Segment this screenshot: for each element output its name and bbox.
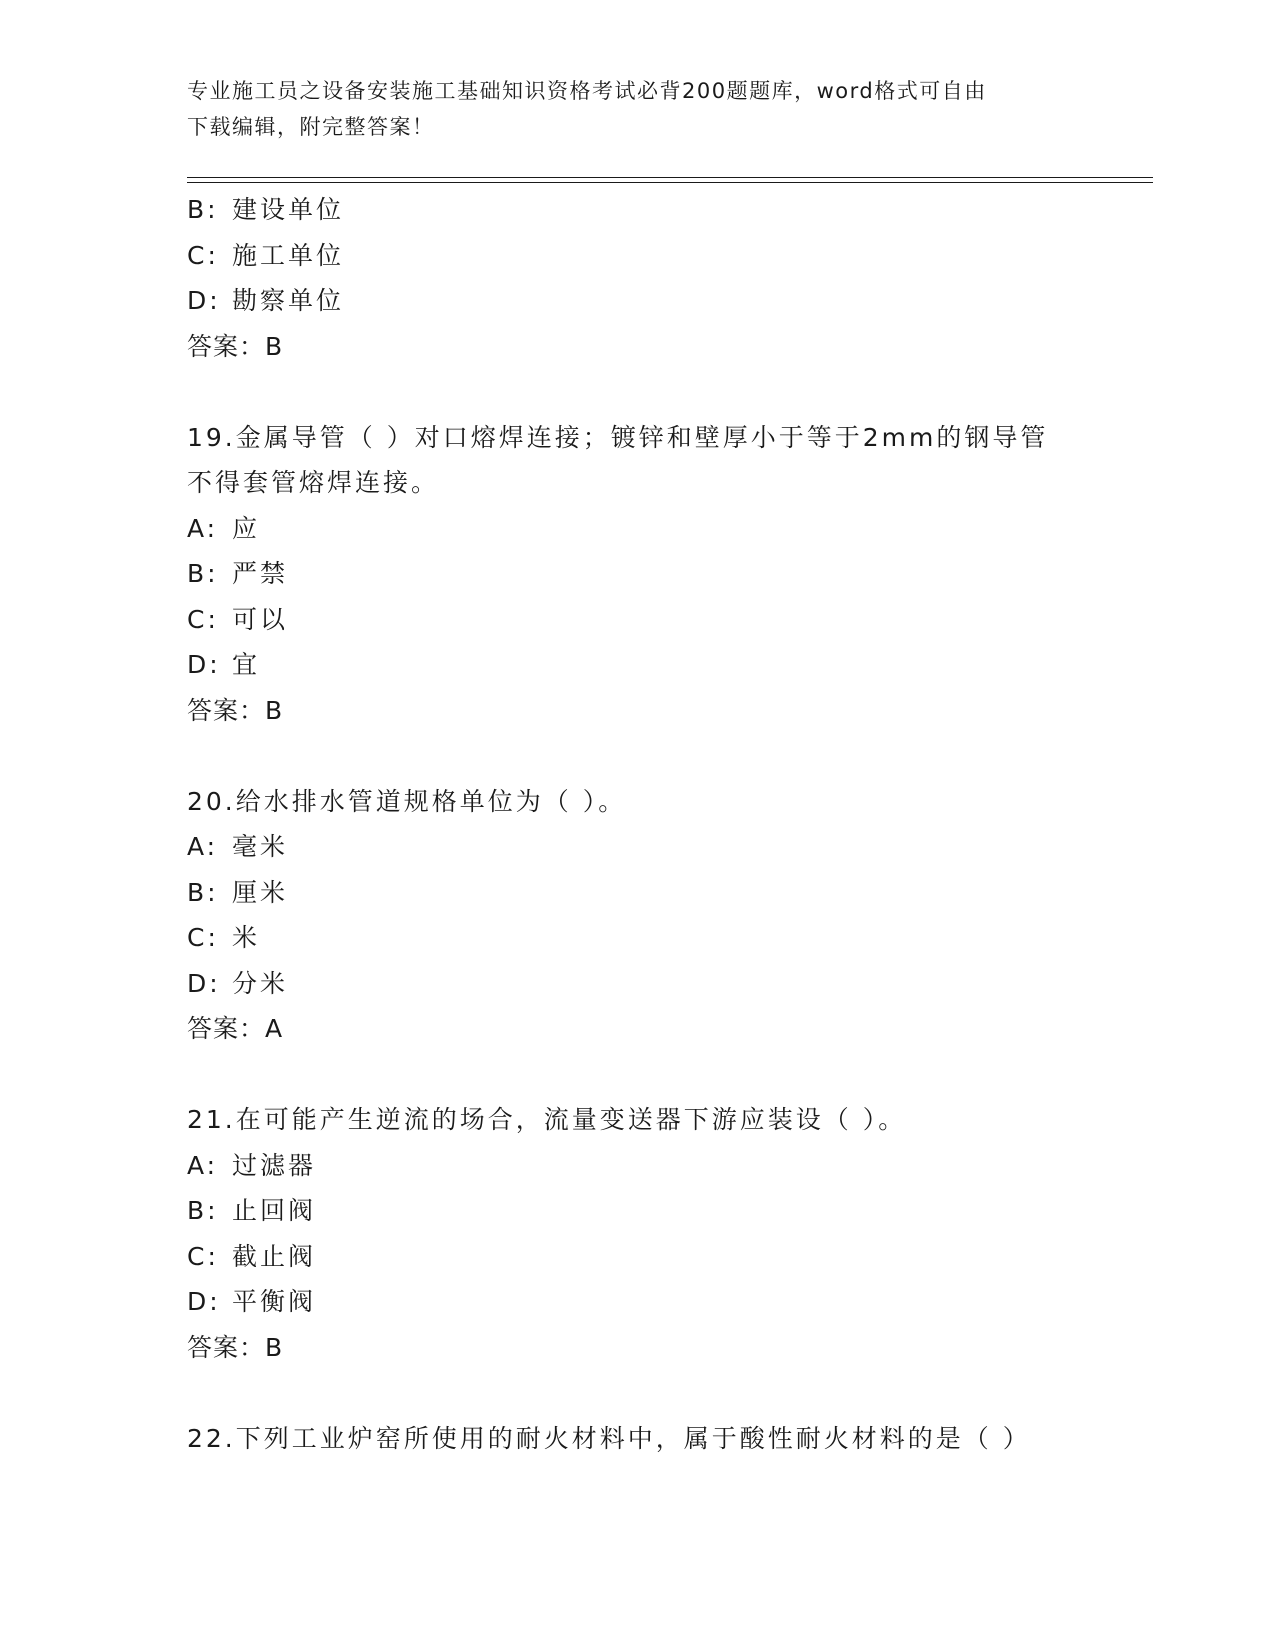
option-text: 分米 <box>232 968 289 998</box>
answer-line: 答案：A <box>187 1014 284 1043</box>
option-text: 应 <box>232 513 261 543</box>
option-a <box>187 1143 1087 1189</box>
option-text: 宜 <box>232 650 261 679</box>
spacer <box>187 1052 1087 1098</box>
question-19 <box>187 415 1087 734</box>
option-label: C: <box>187 1241 219 1271</box>
answer-line: 答案：B <box>187 1332 284 1362</box>
option-label: D: <box>187 1287 221 1316</box>
option-c <box>187 233 1087 279</box>
option-c <box>187 915 1087 961</box>
question-stem-continued: 不得套管熔焊连接。 <box>187 468 440 497</box>
option-text: 严禁 <box>232 559 289 588</box>
header-title-line-2: 下载编辑，附完整答案！ <box>187 115 435 139</box>
prev-question-options <box>187 187 1087 369</box>
option-a <box>187 824 1087 870</box>
document-header <box>187 73 1067 145</box>
answer-line: 答案：B <box>187 695 284 725</box>
option-label: B: <box>187 1196 219 1225</box>
option-label: C: <box>187 604 219 634</box>
option-label: C: <box>187 923 219 952</box>
option-text: 建设单位 <box>232 195 345 224</box>
question-stem: 22.下列工业炉窑所使用的耐火材料中，属于酸性耐火材料的是（ ） <box>187 1423 1031 1453</box>
option-text: 勘察单位 <box>232 286 345 315</box>
option-b <box>187 551 1087 597</box>
option-label: B: <box>187 877 219 907</box>
header-title-line-1: 专业施工员之设备安装施工基础知识资格考试必背200题题库，word格式可自由 <box>187 79 987 103</box>
option-c <box>187 597 1087 643</box>
option-text: 米 <box>232 923 261 952</box>
option-b <box>187 870 1087 916</box>
spacer <box>187 1370 1087 1416</box>
spacer <box>187 369 1087 415</box>
spacer <box>187 733 1087 779</box>
option-text: 过滤器 <box>232 1150 317 1180</box>
option-label: A: <box>187 1150 219 1180</box>
option-text: 施工单位 <box>232 240 345 270</box>
option-text: 厘米 <box>232 877 289 907</box>
answer-line: 答案：B <box>187 331 284 361</box>
question-21 <box>187 1097 1087 1370</box>
option-text: 毫米 <box>232 832 289 861</box>
option-label: B: <box>187 195 219 224</box>
question-stem: 19.金属导管（ ）对口熔焊连接；镀锌和壁厚小于等于2mm的钢导管 <box>187 422 1049 452</box>
option-d <box>187 642 1087 688</box>
header-divider-top <box>187 177 1153 178</box>
option-text: 截止阀 <box>232 1241 317 1271</box>
option-a <box>187 506 1087 552</box>
header-divider-bottom <box>187 182 1153 183</box>
option-label: B: <box>187 559 219 588</box>
option-label: A: <box>187 513 219 543</box>
question-list <box>187 187 1087 1461</box>
option-d <box>187 961 1087 1007</box>
option-label: C: <box>187 240 219 270</box>
option-label: D: <box>187 968 221 998</box>
option-b <box>187 1188 1087 1234</box>
question-stem: 20.给水排水管道规格单位为（ ）。 <box>187 786 627 816</box>
option-d <box>187 278 1087 324</box>
option-c <box>187 1234 1087 1280</box>
question-22 <box>187 1416 1087 1462</box>
question-stem: 21.在可能产生逆流的场合，流量变送器下游应装设（ ）。 <box>187 1105 907 1134</box>
question-20 <box>187 779 1087 1052</box>
option-text: 止回阀 <box>232 1196 317 1225</box>
option-d <box>187 1279 1087 1325</box>
option-b <box>187 187 1087 233</box>
option-label: D: <box>187 650 221 679</box>
option-label: A: <box>187 832 219 861</box>
option-text: 平衡阀 <box>232 1287 317 1316</box>
option-text: 可以 <box>232 604 289 634</box>
option-label: D: <box>187 286 221 315</box>
